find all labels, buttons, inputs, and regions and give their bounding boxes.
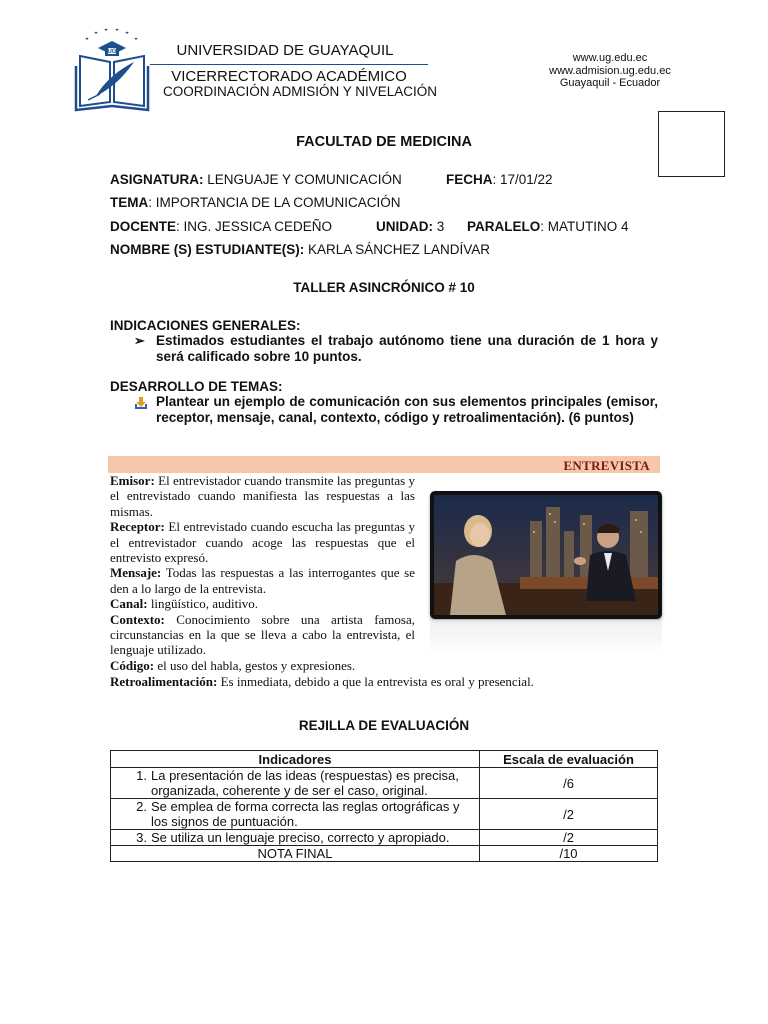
retro-text: Es inmediata, debido a que la entrevista es oral y presencial. <box>217 674 534 689</box>
contexto-label: Contexto: <box>110 611 165 627</box>
row-number: 1. <box>136 768 147 783</box>
faculty-title: FACULTAD DE MEDICINA <box>296 134 472 150</box>
entrevista-body <box>110 473 415 658</box>
emisor-label: Emisor: <box>110 473 155 488</box>
evaluation-table <box>110 750 658 862</box>
entrevista-band <box>108 456 660 473</box>
docente-row <box>110 219 332 234</box>
emisor-paragraph <box>110 473 415 519</box>
table-row <box>111 768 658 799</box>
university-logo <box>74 26 150 112</box>
admission-link[interactable]: www.admision.ug.edu.ec <box>549 64 671 77</box>
paralelo-row <box>467 219 629 234</box>
codigo-label: Código: <box>110 658 155 673</box>
tema-value: : IMPORTANCIA DE LA COMUNICACIÓN <box>148 195 401 210</box>
indicator-cell <box>111 830 480 846</box>
total-row <box>111 846 658 862</box>
indicator-text: Se emplea de forma correcta las reglas ortográficas y los signos de puntuación. <box>151 799 460 829</box>
paralelo-value: : MATUTINO 4 <box>540 219 629 234</box>
nombre-row <box>110 242 490 257</box>
fecha-label: FECHA <box>446 172 493 187</box>
mensaje-text: Todas las respuestas a las interrogantes que se den a lo largo de la entrevista. <box>110 565 415 596</box>
indicator-text: La presentación de las ideas (respuestas) es precisa, organizada, coherente y de ser el caso, original. <box>151 768 459 798</box>
paralelo-label: PARALELO <box>467 219 541 234</box>
receptor-label: Receptor: <box>110 519 165 535</box>
retro-paragraph <box>110 674 670 689</box>
asignatura-value: LENGUAJE Y COMUNICACIÓN <box>203 172 402 187</box>
tema-label: TEMA <box>110 195 149 210</box>
location: Guayaquil - Ecuador <box>559 77 661 89</box>
photo-reflection <box>430 620 662 654</box>
score-cell: /2 <box>480 799 658 830</box>
canal-text: lingüístico, auditivo. <box>147 596 259 612</box>
fecha-value: : 17/01/22 <box>492 172 553 187</box>
indicator-cell <box>111 799 480 830</box>
score-cell: /6 <box>480 768 658 799</box>
rejilla-title: REJILLA DE EVALUACIÓN <box>298 718 470 733</box>
interview-photo <box>430 491 662 619</box>
indicator-cell <box>111 768 480 799</box>
docente-label: DOCENTE <box>110 219 177 234</box>
retro-label: Retroalimentación: <box>110 674 218 689</box>
indicadores-header: Indicadores <box>111 751 480 768</box>
indicaciones-text: Estimados estudiantes el trabajo autónomo tiene una duración de 1 hora y será calificado sobre 10 puntos. <box>156 333 658 364</box>
indicaciones-heading: INDICACIONES GENERALES: <box>110 318 301 333</box>
canal-label: Canal: <box>110 596 148 612</box>
vicerrectorado: VICERRECTORADO ACADÉMICO <box>171 68 407 85</box>
arrow-bullet-icon: ➢ <box>134 333 145 348</box>
total-score: /10 <box>480 846 658 862</box>
emisor-text: El entrevistador cuando transmite las preguntas y el entrevistado cuando manifiesta las respuestas a las mismas. <box>110 473 415 519</box>
taller-title: TALLER ASINCRÓNICO # 10 <box>293 280 475 295</box>
fecha-row <box>446 172 553 187</box>
contact-info <box>520 52 700 90</box>
unidad-label: UNIDAD: <box>376 219 433 234</box>
receptor-paragraph <box>110 519 415 565</box>
tema-row <box>110 195 401 210</box>
university-name: UNIVERSIDAD DE GUAYAQUIL <box>176 42 394 59</box>
download-arrow-icon <box>134 396 148 415</box>
docente-value: : ING. JESSICA CEDEÑO <box>176 219 333 234</box>
escala-header: Escala de evaluación <box>480 751 658 768</box>
nombre-label: NOMBRE (S) ESTUDIANTE(S): <box>110 242 305 257</box>
codigo-paragraph <box>110 658 670 673</box>
row-number: 3. <box>136 830 147 845</box>
desarrollo-text: Plantear un ejemplo de comunicación con sus elementos principales (emisor, receptor, mensaje, canal, contexto, código y retroalimentación). (6 puntos) <box>156 394 658 425</box>
unidad-row <box>376 219 444 234</box>
table-row <box>111 799 658 830</box>
website-link[interactable]: www.ug.edu.ec <box>572 52 648 64</box>
indicator-text: Se utiliza un lenguaje preciso, correcto y apropiado. <box>151 830 450 845</box>
mensaje-paragraph <box>110 565 415 596</box>
coordinacion: COORDINACIÓN ADMISIÓN Y NIVELACIÓN <box>162 84 438 99</box>
codigo-text: el uso del habla, gestos y expresiones. <box>154 658 356 673</box>
nombre-value: KARLA SÁNCHEZ LANDÍVAR <box>304 242 491 257</box>
table-header-row <box>111 751 658 768</box>
total-label: NOTA FINAL <box>111 846 480 862</box>
score-cell: /2 <box>480 830 658 846</box>
receptor-text: El entrevistado cuando escucha las preguntas y el entrevistador cuando acoge las respuestas que el entrevisto expresó. <box>110 519 415 566</box>
mensaje-label: Mensaje: <box>110 565 162 581</box>
canal-paragraph <box>110 596 415 611</box>
entrevista-title: ENTREVISTA <box>563 458 650 473</box>
contexto-paragraph <box>110 612 415 658</box>
row-number: 2. <box>136 799 147 814</box>
desarrollo-heading: DESARROLLO DE TEMAS: <box>110 379 283 394</box>
table-row <box>111 830 658 846</box>
unidad-value: 3 <box>433 219 445 234</box>
svg-text:UG: UG <box>107 49 117 55</box>
asignatura-row <box>110 172 402 187</box>
contexto-text: Conocimiento sobre una artista famosa, circunstancias en la que se lleva a cabo la entrevista, el lenguaje utilizado. <box>110 611 415 658</box>
asignatura-label: ASIGNATURA: <box>110 172 204 187</box>
header-divider <box>150 64 428 65</box>
